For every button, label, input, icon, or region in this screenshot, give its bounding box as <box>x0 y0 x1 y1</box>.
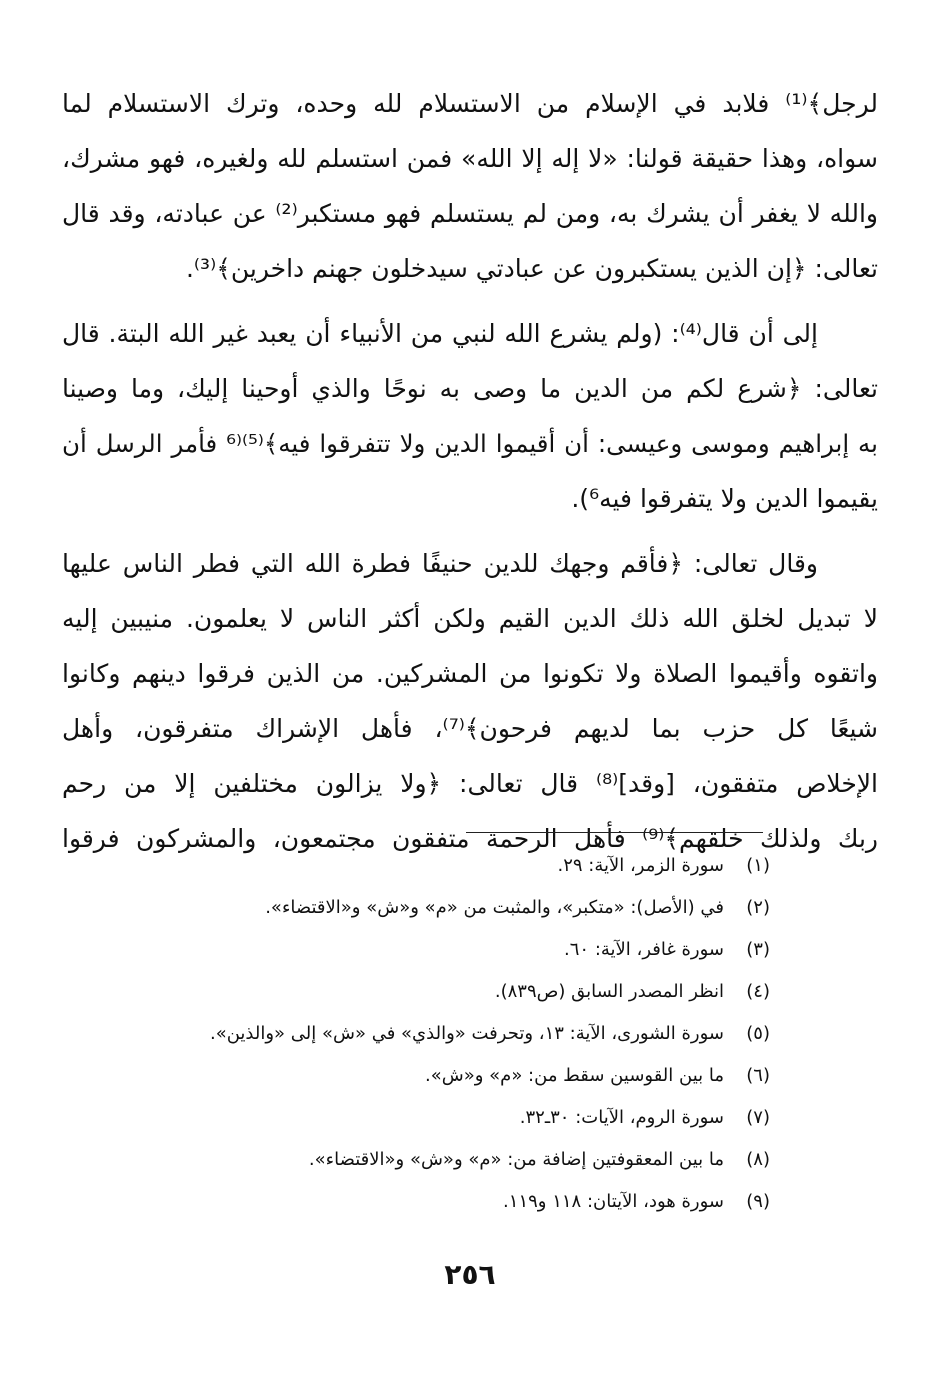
footnote-text: سورة الزمر، الآية: ٢٩. <box>557 855 724 876</box>
footnote <box>130 929 770 971</box>
footnote-text: سورة غافر، الآية: ٦٠. <box>564 939 724 960</box>
text-line: والله لا يغفر أن يشرك به، ومن لم يستسلم فهو مستكبر⁽²⁾ عن عبادته، وقد قال <box>62 199 879 228</box>
footnote <box>130 845 770 887</box>
footnote-number: (٣) <box>746 939 770 960</box>
footnote-text: انظر المصدر السابق (ص٨٣٩). <box>494 981 724 1002</box>
footnote <box>130 1055 770 1097</box>
footnote-text: سورة الشورى، الآية: ١٣، وتحرفت «والذي» في «ش» إلى «والذين». <box>209 1023 724 1044</box>
footnote <box>130 1139 770 1181</box>
footnote <box>130 887 770 929</box>
footnote-number: (١) <box>746 855 770 876</box>
footnote-number: (٩) <box>746 1191 770 1212</box>
text-line: به إبراهيم وموسى وعيسى: أن أقيموا الدين ولا تتفرقوا فيه﴾⁽⁵⁾⁽⁶ فأمر الرسل أن <box>62 429 879 458</box>
footnote-number: (٦) <box>746 1065 770 1086</box>
footnote <box>130 1097 770 1139</box>
footnote <box>130 1181 770 1223</box>
footnote-text: في (الأصل): «متكبر»، والمثبت من «م» و«ش» و«الاقتضاء». <box>265 897 724 918</box>
text-line: شيعًا كل حزب بما لديهم فرحون﴾⁽⁷⁾، فأهل الإشراك متفرقون، وأهل <box>62 714 879 743</box>
footnote-text: سورة الروم، الآيات: ٣٠ـ٣٢. <box>519 1107 724 1128</box>
text-line: لرجل﴾⁽¹⁾ فلابد في الإسلام من الاستسلام لله وحده، وترك الاستسلام لما <box>62 89 878 118</box>
text-line: تعالى: ﴿شرع لكم من الدين ما وصى به نوحًا والذي أوحينا إليك، وما وصينا <box>62 374 878 403</box>
footnotes <box>130 845 770 1223</box>
footnote-text: سورة هود، الآيتان: ١١٨ و١١٩. <box>503 1191 724 1212</box>
footnote-text: ما بين المعقوفتين إضافة من: «م» و«ش» و«الاقتضاء». <box>308 1149 724 1170</box>
footnote-number: (٤) <box>746 981 770 1002</box>
text-line: يقيموا الدين ولا يتفرقوا فيه⁶). <box>571 484 878 513</box>
footnote <box>130 971 770 1013</box>
text-line: إلى أن قال⁽⁴⁾: (ولم يشرع الله لنبي من الأنبياء أن يعبد غير الله البتة. قال <box>62 319 818 348</box>
footnote-number: (٢) <box>746 897 770 918</box>
text-line: لا تبديل لخلق الله ذلك الدين القيم ولكن أكثر الناس لا يعلمون. منيبين إليه <box>62 604 878 633</box>
text-line: سواه، وهذا حقيقة قولنا: «لا إله إلا الله» فمن استسلم لله ولغيره، فهو مشرك، <box>62 144 878 173</box>
text-line: الإخلاص متفقون، [وقد]⁽⁸⁾ قال تعالى: ﴿ولا يزالون مختلفين إلا من رحم <box>62 769 879 798</box>
footnote-number: (٨) <box>746 1149 770 1170</box>
text-line: واتقوه وأقيموا الصلاة ولا تكونوا من المشركين. من الذين فرقوا دينهم وكانوا <box>62 659 878 688</box>
footnote-number: (٧) <box>746 1107 770 1128</box>
footnote-number: (٥) <box>746 1023 770 1044</box>
text-line: ربك ولذلك خلقهم﴾⁽⁹⁾ فأهل الرحمة متفقون مجتمعون، والمشركون فرقوا <box>62 824 878 853</box>
footnote-separator <box>466 832 763 833</box>
main-text <box>62 76 878 866</box>
text-line: تعالى: ﴿إن الذين يستكبرون عن عبادتي سيدخلون جهنم داخرين﴾⁽³⁾. <box>185 254 878 283</box>
page-number: ٢٥٦ <box>444 1258 496 1291</box>
text-line: وقال تعالى: ﴿فأقم وجهك للدين حنيفًا فطرة الله التي فطر الناس عليها <box>62 549 818 578</box>
footnote-text: ما بين القوسين سقط من: «م» و«ش». <box>425 1065 724 1086</box>
footnote <box>130 1013 770 1055</box>
